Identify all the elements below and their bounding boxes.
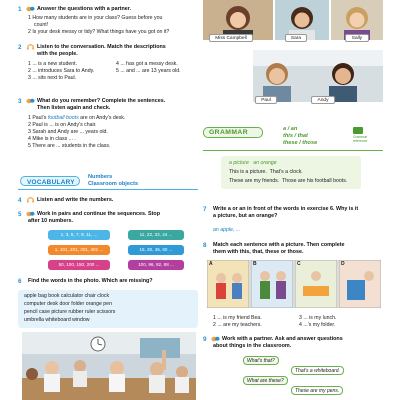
exercise-title-cont: a picture, but an orange? [213, 213, 278, 219]
divider [203, 150, 383, 151]
sequence-pill: 15, 30, 45, 60 ... [128, 245, 184, 255]
grammar-example: These are my friends. Those are his football boots. [229, 178, 348, 184]
name-tag: Andy [311, 96, 335, 104]
sequence-pill: 11, 22, 33, 44 ... [128, 230, 184, 240]
item-5: 5 ... and ... are 13 years old. [116, 68, 181, 74]
item-2: 2 ... introduces Sara to Andy. [28, 68, 95, 74]
exercise-number: 3 [18, 98, 22, 105]
question-1: 1 How many students are in your class? Guess before you [28, 15, 163, 21]
sentence-1: 1 Paul’s football boots are on Andy’s desk. [28, 115, 126, 121]
exercise-title: Work in pairs and continue the sequences. Stop [37, 211, 161, 217]
sentence-2: 2 Paul is ... is on Andy’s chair. [28, 122, 97, 128]
panel-label: B [253, 261, 257, 267]
speech-bubble: That’s a whiteboard. [291, 366, 344, 375]
panel-label: C [297, 261, 301, 267]
sentence-3: 3 Sarah and Andy are ... years old. [28, 129, 108, 135]
example-answer: an apple, ... [213, 227, 241, 233]
word-line: umbrella whiteboard window [24, 317, 90, 323]
cartoon-panels [207, 260, 381, 308]
grammar-panel [221, 156, 361, 189]
item-4: 4 ... has got a messy desk. [116, 61, 178, 67]
grammar-example: a picture an orange [229, 160, 277, 166]
word-line: apple bag book calculator chair clock [24, 293, 110, 299]
grammar-header [203, 127, 263, 138]
grammar-label: GRAMMAR [209, 129, 249, 137]
exercise-title-cont: about things in the classroom. [213, 343, 292, 349]
item-1: 1 ... is a new student. [28, 61, 78, 67]
sequence-pill: 1, 3, 5, 7, 9, 11, ... [48, 230, 110, 240]
headphones-icon [26, 197, 35, 203]
exercise-number: 6 [18, 278, 22, 285]
name-tag: Sally [345, 34, 369, 42]
speech-bubble: What’s that? [243, 356, 279, 365]
exercise-title: Listen to the conversation. Match the descriptions [37, 44, 166, 50]
speaking-icon [26, 211, 35, 217]
grammar-topic-3: these / those [283, 140, 318, 146]
sequence-pill: 1, 101, 201, 301, 401 ... [48, 245, 110, 255]
exercise-title: Match each sentence with a picture. Then complete [213, 242, 345, 248]
exercise-title: Write a or an in front of the words in exercise 6. Why is it [213, 206, 359, 212]
vocabulary-topic-2: Classroom objects [88, 181, 139, 187]
word-line: computer desk door folder orange pen [24, 301, 112, 307]
item-3: 3 ... sits next to Paul. [28, 75, 77, 81]
speaking-icon [26, 6, 35, 12]
grammar-reference-label: Grammar reference [353, 135, 368, 144]
exercise-number: 2 [18, 44, 22, 51]
name-tag: Sara [285, 34, 307, 42]
speaking-icon [26, 98, 35, 104]
exercise-title-cont: with the people. [37, 51, 78, 57]
exercise-title: Answer the questions with a partner. [37, 6, 132, 12]
sentence-2: 2 ... are my teachers. [213, 322, 262, 328]
vocabulary-label: VOCABULARY [27, 178, 75, 186]
exercise-number: 1 [18, 6, 22, 13]
name-tag: Miss Campbell [209, 34, 253, 42]
exercise-number: 9 [203, 336, 207, 343]
speech-bubble: What are these? [243, 376, 288, 385]
grammar-topic-1: a / an [283, 126, 298, 132]
word-box [18, 290, 198, 328]
sequence-pill: 100, 96, 92, 88 ... [128, 260, 184, 270]
exercise-title-cont: Then listen again and check. [37, 105, 111, 111]
exercise-title: Find the words in the photo. Which are missing? [28, 278, 153, 284]
exercise-number: 5 [18, 211, 22, 218]
exercise-number: 7 [203, 206, 207, 213]
grammar-topic-2: this / that [283, 133, 308, 139]
speech-bubble: These are my pens. [291, 386, 343, 395]
sentence-4: 4 ...’s my folder. [299, 322, 336, 328]
classroom-photo [22, 332, 196, 400]
exercise-title-cont: after 10 numbers. [28, 218, 73, 224]
question-1-cont: count! [34, 22, 49, 28]
name-tag: Paul [255, 96, 277, 104]
sentence-5: 5 There are ... students in the class. [28, 143, 111, 149]
vocabulary-header [20, 176, 80, 186]
panel-label: A [209, 261, 213, 267]
classroom-photo [253, 50, 383, 102]
headphones-icon [26, 44, 35, 50]
exercise-title-cont: them with this, that, these or those. [213, 249, 304, 255]
question-2: 2 Is your desk messy or tidy? What things have you got on it? [28, 29, 170, 35]
sentence-3: 3 ... is my lunch. [299, 315, 337, 321]
sentence-4: 4 Mike is in class ... . [28, 136, 76, 142]
word-line: pencil case picture rubber ruler scissors [24, 309, 116, 315]
grammar-reference-icon [353, 127, 363, 134]
vocabulary-topic-1: Numbers [88, 174, 113, 180]
grammar-example: This is a picture. That’s a clock. [229, 169, 303, 175]
divider [18, 189, 198, 190]
exercise-number: 8 [203, 242, 207, 249]
sentence-1: 1 ... is my friend Bea. [213, 315, 262, 321]
panel-label: D [341, 261, 345, 267]
exercise-number: 4 [18, 197, 22, 204]
exercise-title: Work with a partner. Ask and answer questions [222, 336, 343, 342]
speaking-icon [211, 336, 220, 342]
exercise-title: What do you remember? Complete the sentences. [37, 98, 166, 104]
sequence-pill: 50, 100, 150, 200 ... [48, 260, 110, 270]
exercise-title: Listen and write the numbers. [37, 197, 114, 203]
